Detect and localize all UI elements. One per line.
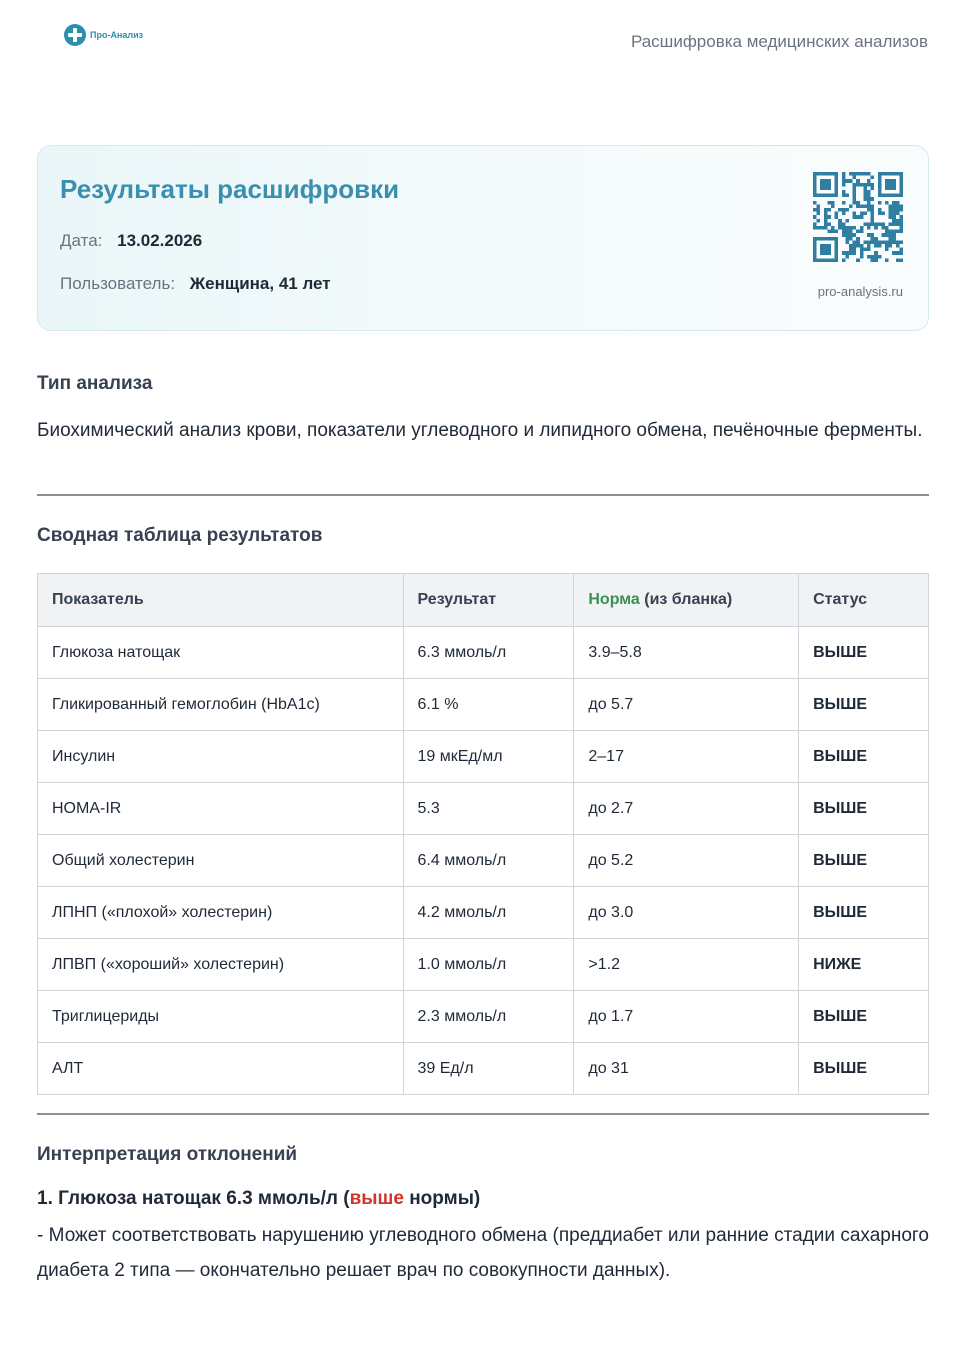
table-row — [38, 991, 929, 1043]
norm-cell: до 5.2 — [574, 835, 799, 887]
result-cell: 19 мкЕд/мл — [403, 731, 574, 783]
result-cell: 6.3 ммоль/л — [403, 627, 574, 679]
document-header-title: Расшифровка медицинских анализов — [630, 32, 928, 51]
result-cell: 4.2 ммоль/л — [403, 887, 574, 939]
status-cell: ВЫШЕ — [799, 835, 929, 887]
results-card — [37, 145, 929, 331]
item-heading-suffix: нормы) — [403, 1188, 481, 1209]
indicator-cell: Общий холестерин — [38, 835, 404, 887]
indicator-cell: Инсулин — [38, 731, 404, 783]
qr-url: pro-analysis.ru — [817, 284, 903, 299]
table-row — [38, 835, 929, 887]
qr-code-icon — [813, 172, 903, 262]
status-cell: НИЖЕ — [799, 939, 929, 991]
indicator-cell: HOMA-IR — [38, 783, 404, 835]
norm-cell: 3.9–5.8 — [574, 627, 799, 679]
norm-cell: до 5.7 — [574, 679, 799, 731]
status-cell: ВЫШЕ — [799, 731, 929, 783]
table-row — [38, 627, 929, 679]
col-norm-word: Норма — [588, 591, 640, 608]
status-cell: ВЫШЕ — [799, 679, 929, 731]
table-row — [38, 783, 929, 835]
table-row — [38, 887, 929, 939]
table-row — [38, 939, 929, 991]
analysis-type-title: Тип анализа — [37, 373, 153, 394]
table-row — [38, 1043, 929, 1095]
user-label: Пользователь: — [60, 274, 176, 293]
table-row — [38, 731, 929, 783]
indicator-cell: Гликированный гемоглобин (HbA1c) — [38, 679, 404, 731]
interpretation-item-heading — [37, 1188, 480, 1210]
indicator-cell: АЛТ — [38, 1043, 404, 1095]
col-indicator: Показатель — [38, 574, 404, 627]
user-value: Женщина, 41 лет — [189, 274, 331, 293]
result-cell: 2.3 ммоль/л — [403, 991, 574, 1043]
indicator-cell: ЛПНП («плохой» холестерин) — [38, 887, 404, 939]
analysis-type-text: Биохимический анализ крови, показатели углеводного и липидного обмена, печёночные ферменты. — [37, 420, 923, 441]
item-heading-prefix: 1. Глюкоза натощак 6.3 ммоль/л ( — [37, 1188, 350, 1209]
indicator-cell: ЛПВП («хороший» холестерин) — [38, 939, 404, 991]
norm-cell: до 3.0 — [574, 887, 799, 939]
result-cell: 39 Ед/л — [403, 1043, 574, 1095]
summary-title: Сводная таблица результатов — [37, 525, 323, 546]
medical-cross-icon — [64, 24, 86, 46]
norm-cell: до 31 — [574, 1043, 799, 1095]
item-heading-highlight: выше — [349, 1188, 404, 1209]
date-value: 13.02.2026 — [117, 231, 203, 250]
norm-cell: 2–17 — [574, 731, 799, 783]
divider — [37, 1113, 929, 1115]
norm-cell: до 1.7 — [574, 991, 799, 1043]
status-cell: ВЫШЕ — [799, 783, 929, 835]
status-cell: ВЫШЕ — [799, 991, 929, 1043]
col-norm — [574, 574, 799, 627]
result-cell: 6.1 % — [403, 679, 574, 731]
status-cell: ВЫШЕ — [799, 887, 929, 939]
interpretation-title: Интерпретация отклонений — [37, 1144, 298, 1165]
status-cell: ВЫШЕ — [799, 1043, 929, 1095]
user-row — [60, 274, 331, 294]
indicator-cell: Глюкоза натощак — [38, 627, 404, 679]
divider — [37, 494, 929, 496]
date-row — [60, 231, 202, 251]
results-title: Результаты расшифровки — [60, 174, 400, 204]
col-status: Статус — [799, 574, 929, 627]
result-cell: 6.4 ммоль/л — [403, 835, 574, 887]
norm-cell: до 2.7 — [574, 783, 799, 835]
table-header-row — [38, 574, 929, 627]
indicator-cell: Триглицериды — [38, 991, 404, 1043]
col-result: Результат — [403, 574, 574, 627]
result-cell: 1.0 ммоль/л — [403, 939, 574, 991]
table-row — [38, 679, 929, 731]
date-label: Дата: — [60, 231, 103, 250]
brand-logo — [64, 24, 143, 46]
col-norm-suffix: (из бланка) — [639, 591, 733, 608]
interpretation-item-text: - Может соответствовать нарушению углеводного обмена (преддиабет или ранние стадии сахарного диабета 2 типа — окончательно решает врач по совокупности данных). — [37, 1225, 929, 1281]
norm-cell: >1.2 — [574, 939, 799, 991]
results-table — [37, 573, 929, 1095]
result-cell: 5.3 — [403, 783, 574, 835]
page-header — [0, 0, 974, 80]
logo-text: Про-Анализ — [90, 30, 144, 40]
status-cell: ВЫШЕ — [799, 627, 929, 679]
